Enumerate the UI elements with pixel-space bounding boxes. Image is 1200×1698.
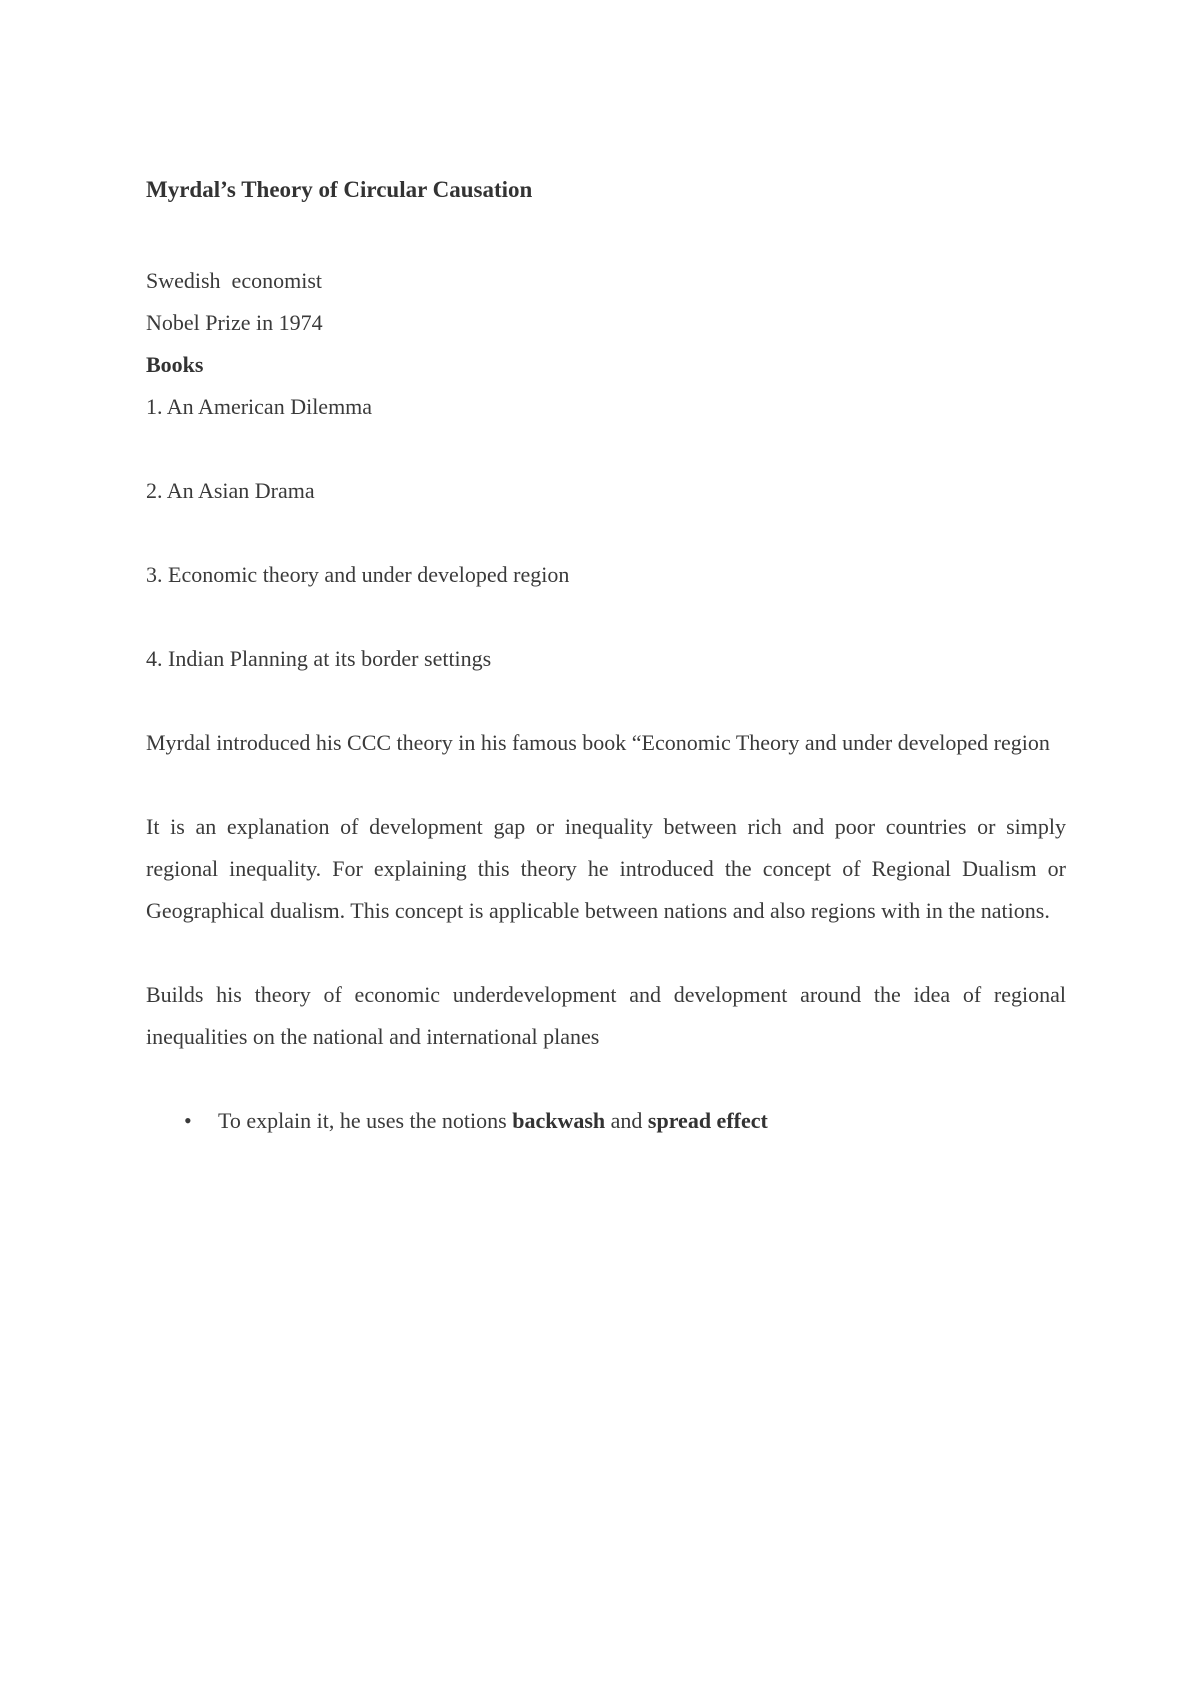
intro-line-award: Nobel Prize in 1974 xyxy=(146,310,323,335)
bullet-icon: • xyxy=(184,1108,192,1133)
intro-line-nationality: Swedish economist xyxy=(146,268,322,293)
books-heading: Books xyxy=(146,352,204,377)
paragraph-ccc-intro: Myrdal introduced his CCC theory in his famous book “Economic Theory and under developed region xyxy=(146,730,1050,755)
spacer xyxy=(146,428,1066,470)
spacer xyxy=(146,596,1066,638)
spacer xyxy=(146,764,1066,806)
spacer xyxy=(146,932,1066,974)
bullet-connector: and xyxy=(605,1108,648,1133)
spacer xyxy=(146,680,1066,722)
document-body xyxy=(146,176,1066,1142)
book-item-4: 4. Indian Planning at its border settings xyxy=(146,646,492,671)
book-item-2: 2. An Asian Drama xyxy=(146,478,315,503)
spacer xyxy=(146,1058,1066,1100)
bullet-prefix: To explain it, he uses the notions xyxy=(218,1108,513,1133)
spacer xyxy=(146,512,1066,554)
book-item-1: 1. An American Dilemma xyxy=(146,394,373,419)
term-backwash: backwash xyxy=(512,1108,606,1133)
book-item-3: 3. Economic theory and under developed region xyxy=(146,562,570,587)
paragraph-explanation: It is an explanation of development gap or inequality between rich and poor countries or simply regional inequality. For explaining this theory he introduced the concept of Regional Dualism or Geographical dualism. This concept is applicable between nations and also regions with in the nations. xyxy=(146,814,1066,923)
paragraph-theory: Builds his theory of economic underdevelopment and development around the idea of regional inequalities on the national and international planes xyxy=(146,982,1066,1049)
bullet-item xyxy=(146,1100,1066,1142)
term-spread-effect: spread effect xyxy=(647,1108,768,1133)
document-title: Myrdal’s Theory of Circular Causation xyxy=(146,177,533,202)
